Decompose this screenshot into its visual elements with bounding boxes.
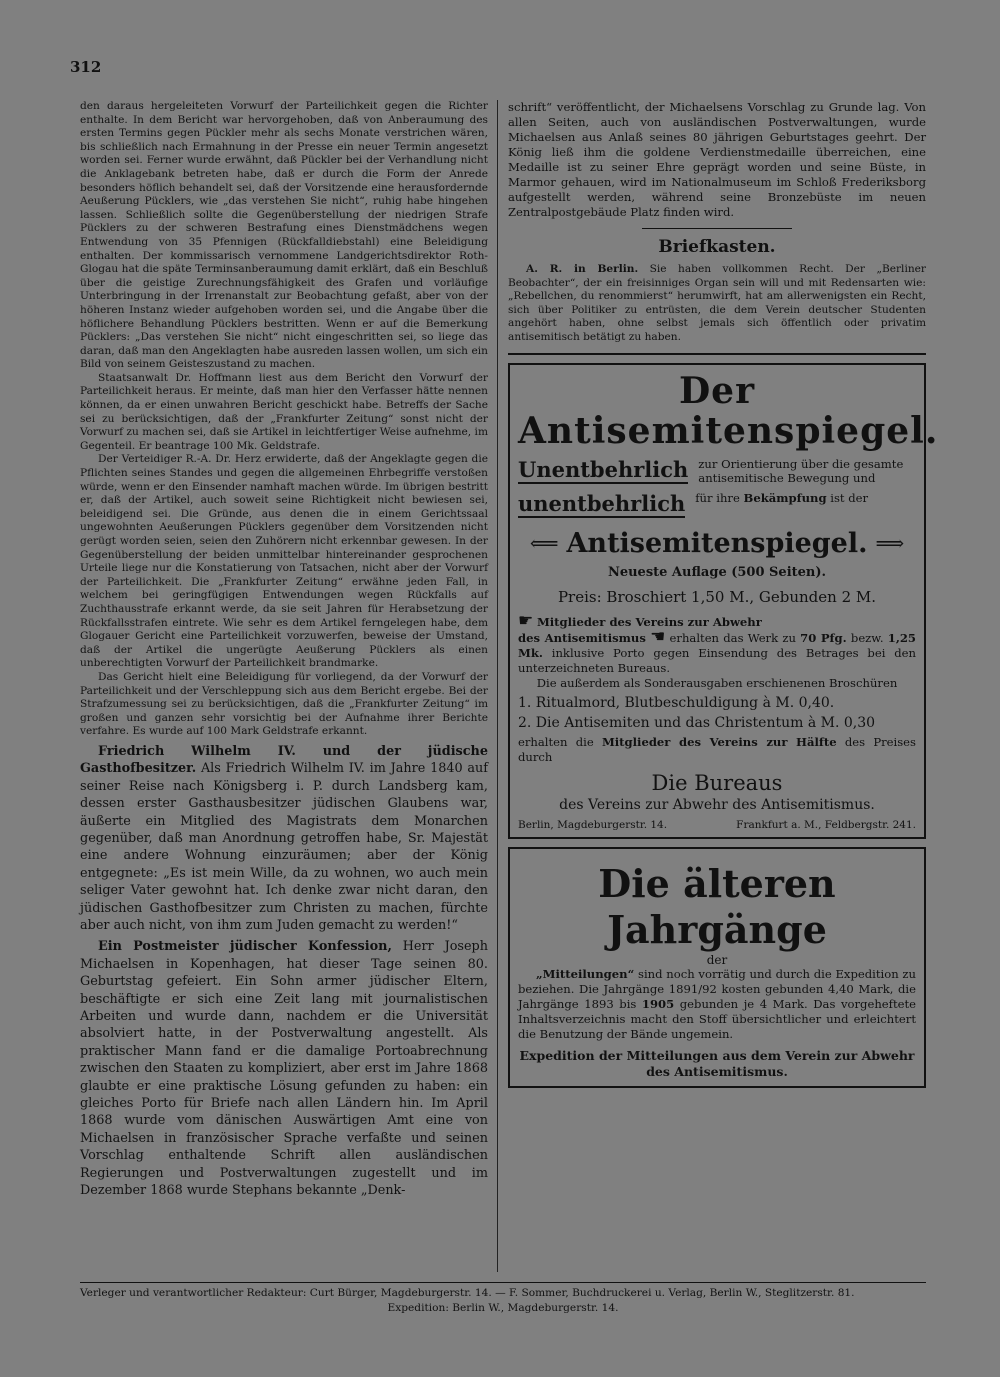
pointing-hand-icon: ☚ xyxy=(650,626,666,647)
ad-edition: Neueste Auflage (500 Seiten). xyxy=(607,564,827,580)
left-column xyxy=(80,100,488,1199)
ad-brochure-1: 1. Ritualmord, Blutbeschuldigung à M. 0,40. xyxy=(518,694,835,711)
book-title: Antisemitenspiegel. xyxy=(566,527,868,559)
article-paragraph-4: Das Gericht hielt eine Beleidigung für vorliegend, da der Vorwurf der Parteilichkeit und der Verschleppung sich aus dem Bericht ergebe. Bei der Strafzumessung sei zu berücksichtigen, daß die „Frankfurter Zeitung“ im großen und ganzen sehr vorsichtig bei der Aufnahme ihrer Berichte verfahre. Es wurde auf 100 Mark Geldstrafe erkannt. xyxy=(80,670,488,738)
divider xyxy=(642,228,792,229)
ad-member-offer: ☛ Mitglieder des Vereins zur Abwehr des Antisemitismus ☚ erhalten das Werk zu 70 Pfg. bezw. 1,25 Mk. inklusive Porto gegen Einsendung des Betrages bei den unterzeichneten Bureaus. xyxy=(518,610,916,675)
column-divider xyxy=(497,100,498,1272)
ad-addresses xyxy=(518,819,916,831)
ad-half-price: erhalten die Mitglieder des Vereins zur Hälfte des Preises durch xyxy=(518,734,916,764)
footer-expedition: Expedition: Berlin W., Magdeburgerstr. 14. xyxy=(387,1302,619,1314)
ad-row xyxy=(518,491,916,518)
article-continuation: schrift“ veröffentlicht, der Michaelsens Vorschlag zu Grunde lag. Von allen Seiten, auch von ausländischen Postverwaltungen, wurde Michaelsen aus Anlaß seines 80 jährigen Geburtstages geehrt. Der König ließ ihm die goldene Verdienstmedaille überreichen, eine Medaille ist zu seiner Ehre geprägt worden und seine Büste, in Marmor gehauen, wird im Nationalmuseum im Schloß Frederiksborg aufgestellt werden, während seine Bronzebüste im neuen Zentralpostgebäude Platz finden wird. xyxy=(508,100,926,219)
ad-price: Preis: Broschiert 1,50 M., Gebunden 2 M. xyxy=(557,587,877,606)
ad-brochure-2: 2. Die Antisemiten und das Christentum à M. 0,30 xyxy=(518,714,876,731)
address-frankfurt: Frankfurt a. M., Feldbergstr. 241. xyxy=(736,818,916,831)
briefkasten-address: A. R. in Berlin. xyxy=(526,263,639,275)
ad-book-title xyxy=(518,528,916,559)
ad-der: der xyxy=(706,952,728,967)
article-paragraph-3: Der Verteidiger R.-A. Dr. Herz erwiderte, daß der Angeklagte gegen die Pflichten seines Standes und gegen die allgemeinen Ehrbegriffe verstoßen würde, wenn er den Einsender namhaft machen würde. Im übrigen bestritt er, daß der Artikel, auch soweit seine Richtigkeit nicht bewiesen sei, beleidigend sei. Die Gründe, aus denen die in einem Gerichtssaal ungewohnten Aeußerungen Pücklers gegenüber dem Vorsitzenden nicht gerügt worden seien, seien den Zuhörern nicht erkennbar gewesen. In der Gegenüberstellung der beiden unmittelbar hintereinander gesprochenen Urteile liege nur die Konstatierung von Tatsachen, nicht aber der Vorwurf der Parteilichkeit. Die „Frankfurter Zeitung“ erwähne jeden Fall, in welchem bei geringfügigen Entwendungen wegen Rückfalls auf Zuchthausstrafe erkannt werde, da sie seit Jahren für Herabsetzung der Rückfallsstrafen eintrete. Wie sehr es dem Artikel ferngelegen habe, dem Glogauer Gericht eine Parteilichkeit vorzuwerfen, beweise der Umstand, daß der Artikel die ungerügte Aeußerung Pücklers als einen unberechtigten Vorwurf der Parteilichkeit brandmarke. xyxy=(80,453,488,670)
ad-row xyxy=(518,457,916,485)
arrow-left-icon: ⟸ xyxy=(529,531,559,556)
ad-text: „Mitteilungen“ sind noch vorrätig und durch die Expedition zu beziehen. Die Jahrgänge 1891/92 kosten gebunden 4,40 Mark, die Jahrgänge 1893 bis 1905 gebunden je 4 Mark. Das vorgeheftete Inhaltsverzeichnis macht den Stoff übersichtlicher und erleichtert die Benutzung der Bände ungemein. xyxy=(518,966,916,1041)
ad-text: für ihre Bekämpfung ist der xyxy=(695,490,869,505)
page-footer xyxy=(80,1282,926,1316)
ad-verein: des Vereins zur Abwehr des Antisemitismus. xyxy=(559,796,875,813)
ad-title: Die älteren Jahrgänge xyxy=(598,860,836,952)
arrow-right-icon: ⟹ xyxy=(875,531,905,556)
article-heading: Ein Postmeister jüdischer Konfession, xyxy=(98,939,392,955)
right-column xyxy=(508,100,939,1088)
article-friedrich-wilhelm xyxy=(80,743,488,934)
briefkasten-body: Sie haben vollkommen Recht. Der „Berliner Beobachter“, der ein freisinniges Organ sein will und mit Redensarten wie: „Rebellchen, du renommierst“ herumwirft, hat am allerwenigsten ein Recht, sich über Politiker zu entrüsten, die dem Verein deutscher Studenten angehört haben, ohne selbst jemals sich öffentlich oder privatim antisemitisch betätigt zu haben. xyxy=(508,263,926,343)
ad-title: Der Antisemitenspiegel. xyxy=(518,369,939,452)
page-number: 312 xyxy=(70,58,102,76)
divider xyxy=(508,353,926,355)
advertisement-antisemitenspiegel xyxy=(508,363,939,839)
article-body: Als Friedrich Wilhelm IV. im Jahre 1840 auf seiner Reise nach Königsberg i. P. durch Landsberg kam, dessen erster Gasthausbesitzer jüdischen Glaubens war, äußerte ein Mitglied des Magistrats dem Monarchen gegenüber, daß man Anordnung getroffen habe, Sr. Majestät eine andere Wohnung einzuräumen; aber der König entgegnete: „Es ist mein Wille, da zu wohnen, wo auch mein seliger Vater gewohnt hat. Ich denke zwar nicht daran, den jüdischen Gasthofbesitzer zum Christen zu machen, fürchte aber auch nicht, von ihm zum Juden gemacht zu werden!“ xyxy=(80,761,488,933)
briefkasten-text xyxy=(508,263,926,345)
article-paragraph-1: den daraus hergeleiteten Vorwurf der Parteilichkeit gegen die Richter enthalte. In dem Bericht war hervorgehoben, daß von Anberaumung des ersten Termins gegen Pückler mehr als sechs Monate verstrichen wären, bis schließlich nach Ermahnung in der Presse ein neuer Termin angesetzt worden sei. Ferner wurde erwähnt, daß Pückler bei der Verhandlung nicht die Anklagebank betreten habe, daß er durch die Form der Anrede besonders höflich behandelt sei, daß der Vorsitzende eine herausfordernde Aeußerung Pücklers, wie „das verstehen Sie nicht“, ruhig habe hingehen lassen. Schließlich sollte die Gegenüberstellung der niedrigen Strafe Pücklers zu der schweren Bestrafung eines Dienstmädchens wegen Entwendung von 35 Pfennigen (Rückfalldiebstahl) eine Beleidigung enthalten. Der kommissarisch vernommene Landgerichtsdirektor Roth-Glogau hat die späte Terminsanberaumung damit erklärt, daß ein Beschluß über die geistige Zurechnungsfähigkeit des Grafen und vorläufige Unterbringung in der Irrenanstalt zur Beobachtung gefaßt, aber von der höheren Instanz wieder aufgehoben worden sei, und die Angabe über die höflichere Behandlung Pücklers bestritten. Wenn er auf die Bemerkung Pücklers: „Das verstehen Sie nicht“ nicht eingeschritten sei, so liege das daran, daß man den Angeklagten habe ausreden lassen wollen, um sich ein Bild von seinem Geisteszustand zu machen. xyxy=(80,100,488,371)
advertisement-jahrgaenge xyxy=(508,847,926,1088)
address-berlin: Berlin, Magdeburgerstr. 14. xyxy=(518,818,668,831)
briefkasten-heading: Briefkasten. xyxy=(658,237,776,257)
article-heading: Friedrich Wilhelm IV. und der jüdische Gasthofbesitzer. xyxy=(80,743,488,777)
article-postmeister xyxy=(80,938,488,1199)
article-body: Herr Joseph Michaelsen in Kopenhagen, hat dieser Tage seinen 80. Geburtstag gefeiert. Ein Sohn armer jüdischer Eltern, beschäftigte er sich eine Zeit lang mit journalistischen Arbeiten und wurde dann, nachdem er die Universität absolviert hatte, in der Postverwaltung angestellt. Als praktischer Mann fand er die damalige Portoabrechnung zwischen den Staaten zu kompliziert, aber erst im Jahre 1868 glaubte er eine praktische Lösung gefunden zu haben: ein gleiches Porto für Briefe nach allen Ländern hin. Im April 1868 wurde vom dänischen Auswärtigen Amt eine von Michaelsen in französischer Sprache verfaßte und seinen Vorschlag enthaltende Schrift allen ausländischen Regierungen und Postverwaltungen zugestellt und im Dezember 1868 wurde Stephans bekannte „Denk- xyxy=(80,939,488,1199)
ad-keyword: unentbehrlich xyxy=(518,490,686,516)
footer-publisher: Verleger und verantwortlicher Redakteur: Curt Bürger, Magdeburgerstr. 14. — F. Sommer, Buchdruckerei u. Verlag, Berlin W., Steglitzerstr. 81. xyxy=(80,1287,855,1299)
ad-bureaus: Die Bureaus xyxy=(651,770,783,795)
ad-expedition: Expedition der Mitteilungen aus dem Verein zur Abwehr des Antisemitismus. xyxy=(519,1047,915,1079)
ad-text: zur Orientierung über die gesamte antisemitische Bewegung und xyxy=(698,456,904,485)
ad-sonder: Die außerdem als Sonderausgaben erschienenen Broschüren xyxy=(536,675,898,690)
pointing-hand-icon: ☛ xyxy=(518,610,534,631)
article-paragraph-2: Staatsanwalt Dr. Hoffmann liest aus dem Bericht den Vorwurf der Parteilichkeit heraus. Er meinte, daß man hier den Verfasser hätte nennen können, da er einen unwahren Bericht geschickt habe. Betreffs der Sache sei zu berücksichtigen, daß der „Frankfurter Zeitung“ sonst nicht der Vorwurf zu machen sei, daß sie Artikel in leichtfertiger Weise aufnehme, im Gegenteil. Er beantrage 100 Mk. Geldstrafe. xyxy=(80,371,488,452)
ad-keyword: Unentbehrlich xyxy=(518,456,689,482)
